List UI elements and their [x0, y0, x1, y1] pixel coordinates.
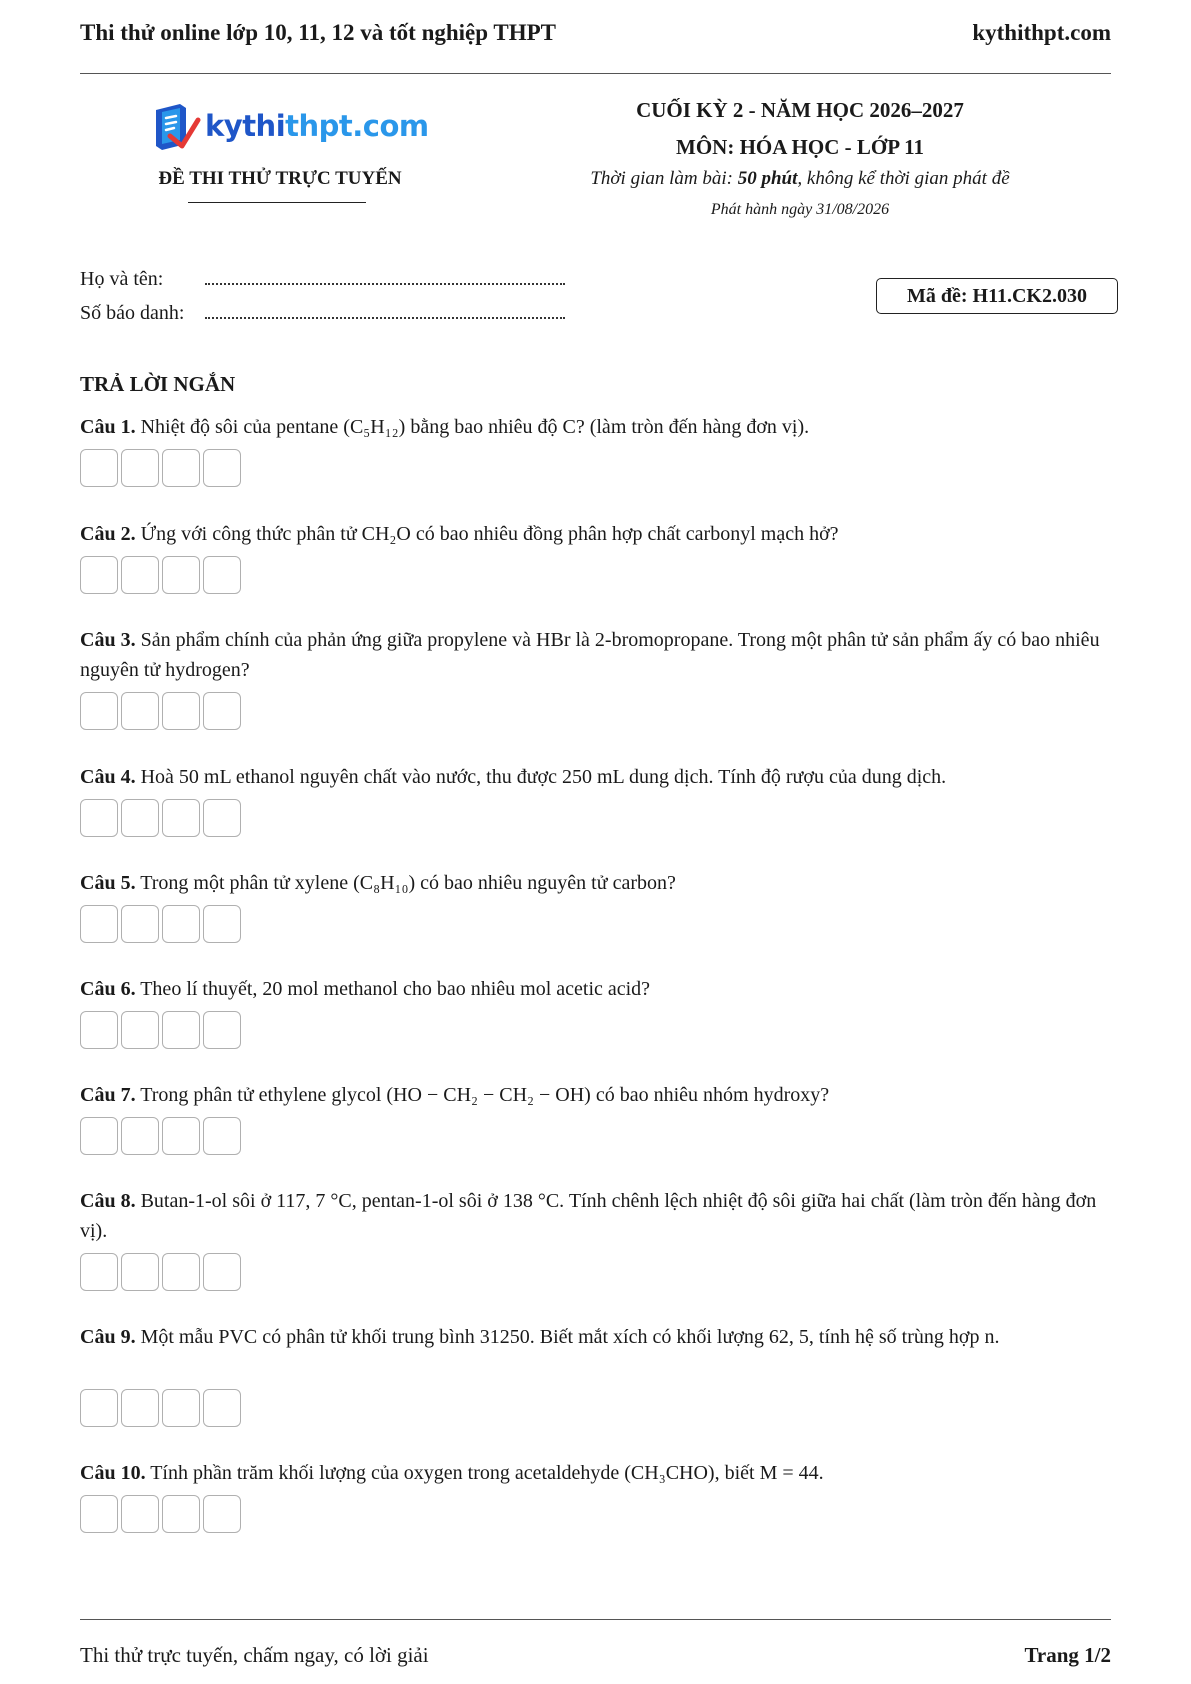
section-title: TRẢ LỜI NGẮN — [80, 372, 236, 396]
answer-box[interactable] — [80, 1389, 118, 1427]
exam-info — [540, 98, 1060, 220]
answer-boxes-9 — [80, 1389, 241, 1427]
answer-box[interactable] — [203, 905, 241, 943]
answer-boxes-10 — [80, 1495, 241, 1533]
question-number: Câu 10. — [80, 1462, 146, 1484]
question-3 — [80, 625, 1111, 685]
exam-duration — [540, 167, 1060, 191]
answer-boxes-7 — [80, 1117, 241, 1155]
answer-box[interactable] — [121, 692, 159, 730]
logo-wordmark — [205, 109, 429, 143]
question-10 — [80, 1458, 1111, 1488]
student-id-row — [80, 302, 565, 325]
answer-box[interactable] — [121, 1117, 159, 1155]
answer-box[interactable] — [203, 1495, 241, 1533]
answer-box[interactable] — [162, 692, 200, 730]
answer-box[interactable] — [121, 1011, 159, 1049]
online-label-underline — [188, 202, 366, 203]
answer-boxes-6 — [80, 1011, 241, 1049]
question-number: Câu 5. — [80, 872, 136, 894]
student-id-field[interactable] — [205, 303, 565, 319]
answer-box[interactable] — [203, 799, 241, 837]
answer-boxes-2 — [80, 556, 241, 594]
answer-box[interactable] — [80, 905, 118, 943]
exam-code-box: Mã đề: H11.CK2.030 — [876, 278, 1118, 314]
answer-boxes-8 — [80, 1253, 241, 1291]
question-1 — [80, 412, 1111, 442]
question-number: Câu 9. — [80, 1326, 136, 1348]
student-name-row — [80, 268, 565, 291]
answer-box[interactable] — [80, 1011, 118, 1049]
exam-subject: MÔN: HÓA HỌC - LỚP 11 — [676, 135, 924, 159]
question-8 — [80, 1186, 1111, 1246]
question-text: Một mẫu PVC có phân tử khối trung bình 31250. Biết mắt xích có khối lượng 62, 5, tính hệ số trùng hợp n. — [140, 1326, 1000, 1348]
question-text: Hoà 50 mL ethanol nguyên chất vào nước, thu được 250 mL dung dịch. Tính độ rượu của dung dịch. — [140, 766, 947, 788]
question-7 — [80, 1080, 1111, 1110]
answer-box[interactable] — [80, 1253, 118, 1291]
question-number: Câu 7. — [80, 1084, 136, 1106]
answer-box[interactable] — [203, 1389, 241, 1427]
question-number: Câu 2. — [80, 523, 136, 545]
student-name-field[interactable] — [205, 269, 565, 285]
question-text: Theo lí thuyết, 20 mol methanol cho bao nhiêu mol acetic acid? — [140, 978, 651, 1000]
logo-icon — [152, 100, 202, 152]
answer-box[interactable] — [80, 1495, 118, 1533]
question-5 — [80, 868, 1111, 898]
answer-box[interactable] — [121, 449, 159, 487]
answer-boxes-3 — [80, 692, 241, 730]
header-site-domain: kythithpt.com — [972, 20, 1111, 45]
answer-box[interactable] — [203, 1253, 241, 1291]
answer-box[interactable] — [203, 556, 241, 594]
page-number: Trang 1/2 — [1024, 1643, 1111, 1667]
header-divider — [80, 73, 1111, 74]
answer-box[interactable] — [162, 1253, 200, 1291]
header-site-tagline: Thi thử online lớp 10, 11, 12 và tốt nghiệp THPT — [80, 20, 556, 45]
question-number: Câu 3. — [80, 629, 136, 651]
question-6 — [80, 974, 1111, 1004]
logo-text-light: thpt.com — [285, 109, 429, 143]
answer-box[interactable] — [162, 1495, 200, 1533]
answer-box[interactable] — [162, 449, 200, 487]
answer-box[interactable] — [80, 1117, 118, 1155]
answer-box[interactable] — [121, 799, 159, 837]
question-text: Ứng với công thức phân tử CH₂O có bao nhiêu đồng phân hợp chất carbonyl mạch hở? — [140, 523, 839, 545]
question-4 — [80, 762, 1111, 792]
exam-release-date: Phát hành ngày 31/08/2026 — [710, 201, 890, 218]
answer-box[interactable] — [121, 1253, 159, 1291]
answer-box[interactable] — [80, 556, 118, 594]
answer-box[interactable] — [162, 1389, 200, 1427]
answer-box[interactable] — [203, 449, 241, 487]
question-text: Trong một phân tử xylene (C₈H₁₀) có bao nhiêu nguyên tử carbon? — [140, 872, 676, 894]
question-number: Câu 4. — [80, 766, 136, 788]
online-exam-label: ĐỀ THI THỬ TRỰC TUYẾN — [158, 168, 402, 189]
answer-box[interactable] — [203, 692, 241, 730]
student-id-label: Số báo danh: — [80, 302, 185, 324]
question-number: Câu 8. — [80, 1190, 136, 1212]
duration-prefix: Thời gian làm bài: — [590, 168, 738, 189]
question-2 — [80, 519, 1111, 549]
answer-box[interactable] — [80, 799, 118, 837]
duration-value: 50 phút — [737, 168, 798, 189]
answer-box[interactable] — [80, 692, 118, 730]
question-text: Sản phẩm chính của phản ứng giữa propylene và HBr là 2-bromopropane. Trong một phân tử sản phẩm ấy có bao nhiêu nguyên tử hydrogen? — [80, 629, 1100, 681]
question-text: Nhiệt độ sôi của pentane (C₅H₁₂) bằng bao nhiêu độ C? (làm tròn đến hàng đơn vị). — [140, 416, 810, 438]
student-name-label: Họ và tên: — [80, 268, 164, 290]
answer-box[interactable] — [121, 905, 159, 943]
site-logo — [152, 100, 429, 152]
answer-box[interactable] — [80, 449, 118, 487]
answer-box[interactable] — [162, 1011, 200, 1049]
answer-box[interactable] — [162, 905, 200, 943]
footer-tagline: Thi thử trực tuyến, chấm ngay, có lời giải — [80, 1643, 429, 1667]
question-text: Tính phần trăm khối lượng của oxygen trong acetaldehyde (CH₃CHO), biết M = 44. — [150, 1462, 824, 1484]
question-9 — [80, 1322, 1111, 1352]
answer-boxes-1 — [80, 449, 241, 487]
logo-text-dark: kythi — [205, 109, 286, 143]
exam-title: CUỐI KỲ 2 - NĂM HỌC 2026–2027 — [636, 98, 964, 122]
answer-boxes-5 — [80, 905, 241, 943]
question-text: Butan-1-ol sôi ở 117, 7 °C, pentan-1-ol sôi ở 138 °C. Tính chênh lệch nhiệt độ sôi giữa hai chất (làm tròn đến hàng đơn vị). — [80, 1190, 1097, 1242]
question-text: Trong phân tử ethylene glycol (HO − CH₂ − CH₂ − OH) có bao nhiêu nhóm hydroxy? — [140, 1084, 830, 1106]
question-number: Câu 6. — [80, 978, 136, 1000]
answer-box[interactable] — [203, 1117, 241, 1155]
answer-box[interactable] — [121, 1389, 159, 1427]
answer-box[interactable] — [121, 556, 159, 594]
answer-box[interactable] — [162, 1117, 200, 1155]
answer-boxes-4 — [80, 799, 241, 837]
question-number: Câu 1. — [80, 416, 136, 438]
footer-divider — [80, 1619, 1111, 1620]
answer-box[interactable] — [203, 1011, 241, 1049]
answer-box[interactable] — [121, 1495, 159, 1533]
answer-box[interactable] — [162, 799, 200, 837]
duration-suffix: , không kể thời gian phát đề — [797, 168, 1010, 189]
answer-box[interactable] — [162, 556, 200, 594]
